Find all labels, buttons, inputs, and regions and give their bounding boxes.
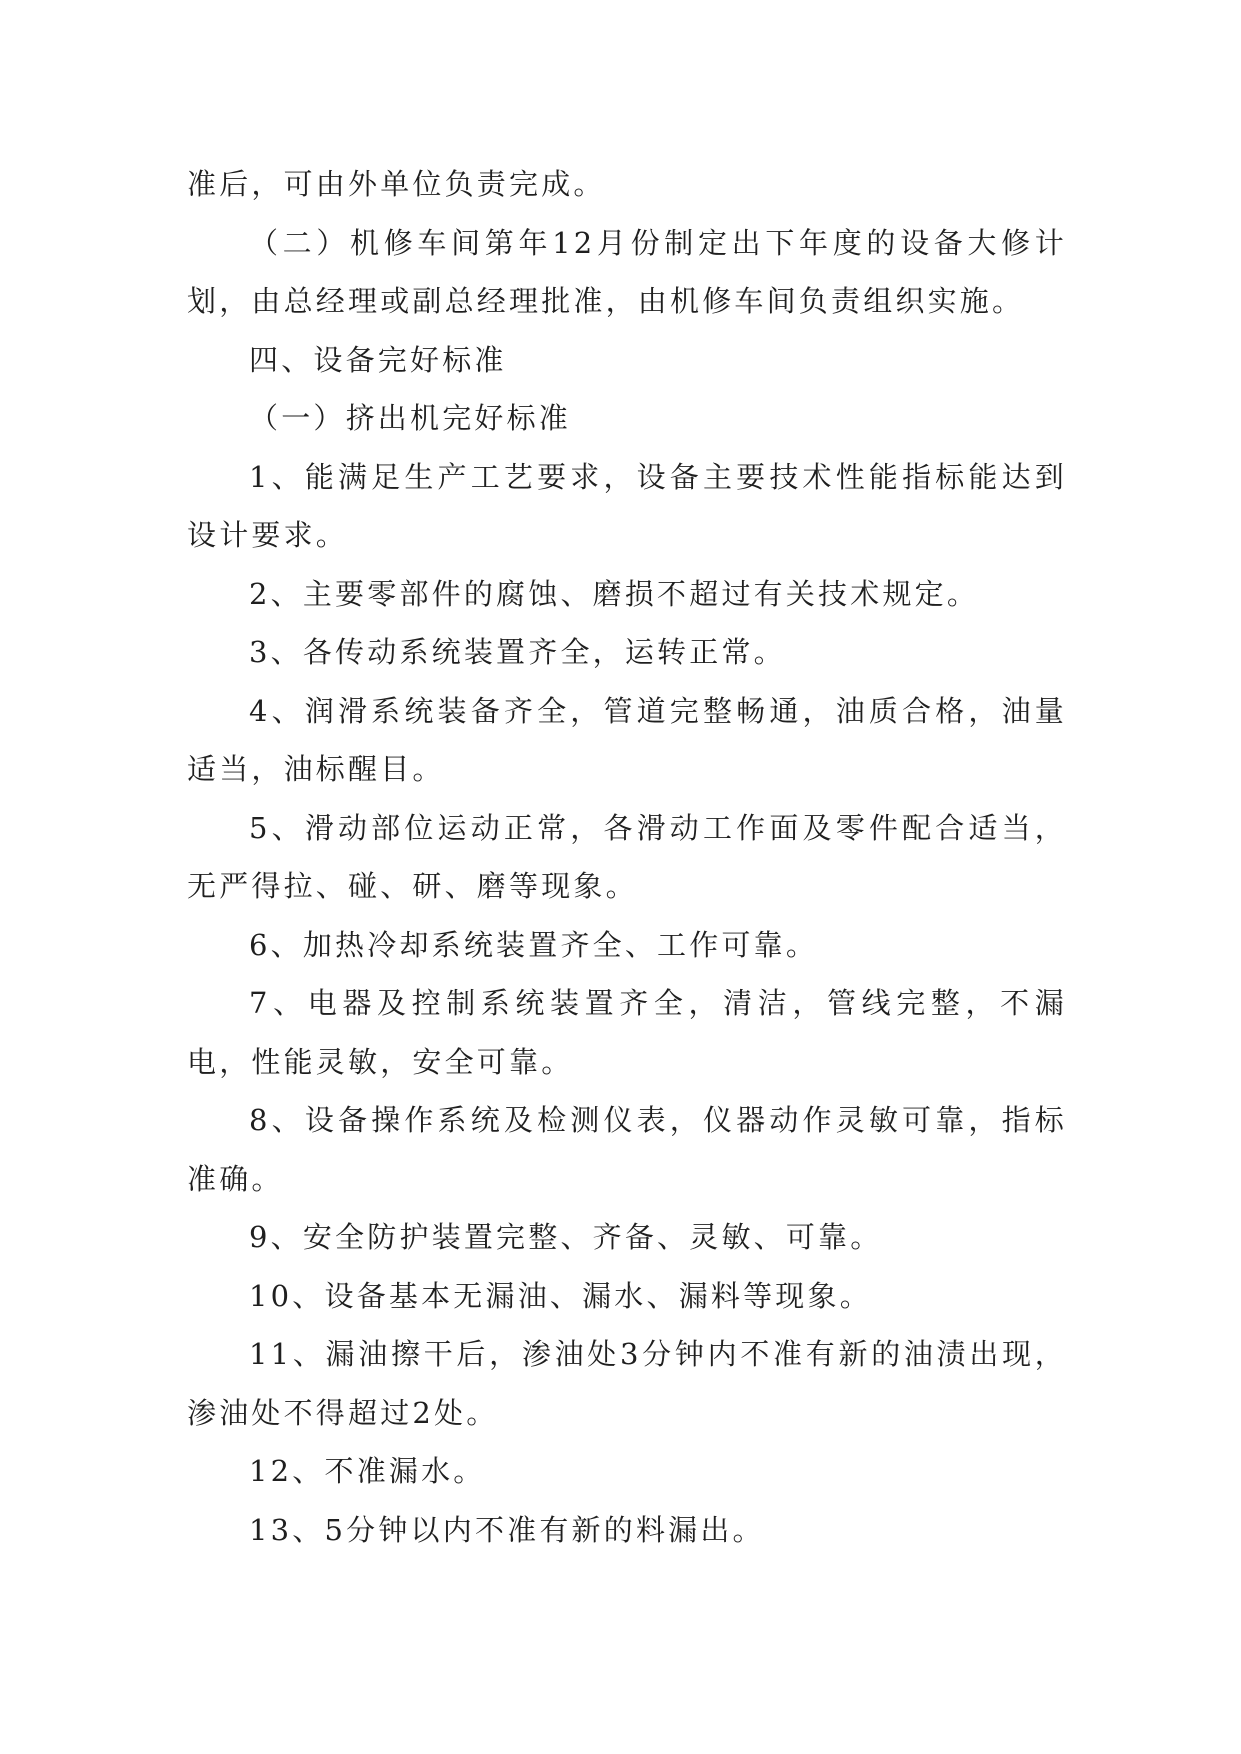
list-item-10: 10、设备基本无漏油、漏水、漏料等现象。 bbox=[249, 1278, 872, 1313]
list-item-12: 12、不准漏水。 bbox=[249, 1454, 486, 1488]
list-item-4: 4、润滑系统装备齐全，管道完整畅通，油质合格，油量适当，油标醒目。 bbox=[187, 693, 1067, 786]
subsection-heading-extruder-standard: （一）挤出机完好标准 bbox=[249, 401, 572, 435]
section-heading-equipment-standard: 四、设备完好标准 bbox=[249, 342, 507, 377]
list-item-9: 9、安全防护装置完整、齐备、灵敏、可靠。 bbox=[249, 1220, 883, 1254]
paragraph-overhaul-plan: （二）机修车间第年12月份制定出下年度的设备大修计划，由总经理或副总经理批准，由机修车间负责组织实施。 bbox=[187, 225, 1067, 318]
list-item-3: 3、各传动系统装置齐全，运转正常。 bbox=[249, 635, 786, 669]
list-item-2: 2、主要零部件的腐蚀、磨损不超过有关技术规定。 bbox=[249, 576, 980, 611]
list-item-11: 11、漏油擦干后，渗油处3分钟内不准有新的油渍出现，渗油处不得超过2处。 bbox=[187, 1337, 1067, 1430]
list-item-5: 5、滑动部位运动正常，各滑动工作面及零件配合适当，无严得拉、碰、研、磨等现象。 bbox=[187, 810, 1067, 903]
list-item-6: 6、加热冷却系统装置齐全、工作可靠。 bbox=[249, 927, 819, 962]
list-item-7: 7、电器及控制系统装置齐全，清洁，管线完整，不漏电，性能灵敏，安全可靠。 bbox=[187, 986, 1067, 1079]
list-item-8: 8、设备操作系统及检测仪表，仪器动作灵敏可靠，指标准确。 bbox=[187, 1103, 1067, 1196]
paragraph-continuation: 准后，可由外单位负责完成。 bbox=[187, 167, 606, 201]
list-item-1: 1、能满足生产工艺要求，设备主要技术性能指标能达到设计要求。 bbox=[187, 459, 1067, 552]
list-item-13: 13、5分钟以内不准有新的料漏出。 bbox=[249, 1512, 765, 1547]
document-body bbox=[187, 155, 1067, 1559]
